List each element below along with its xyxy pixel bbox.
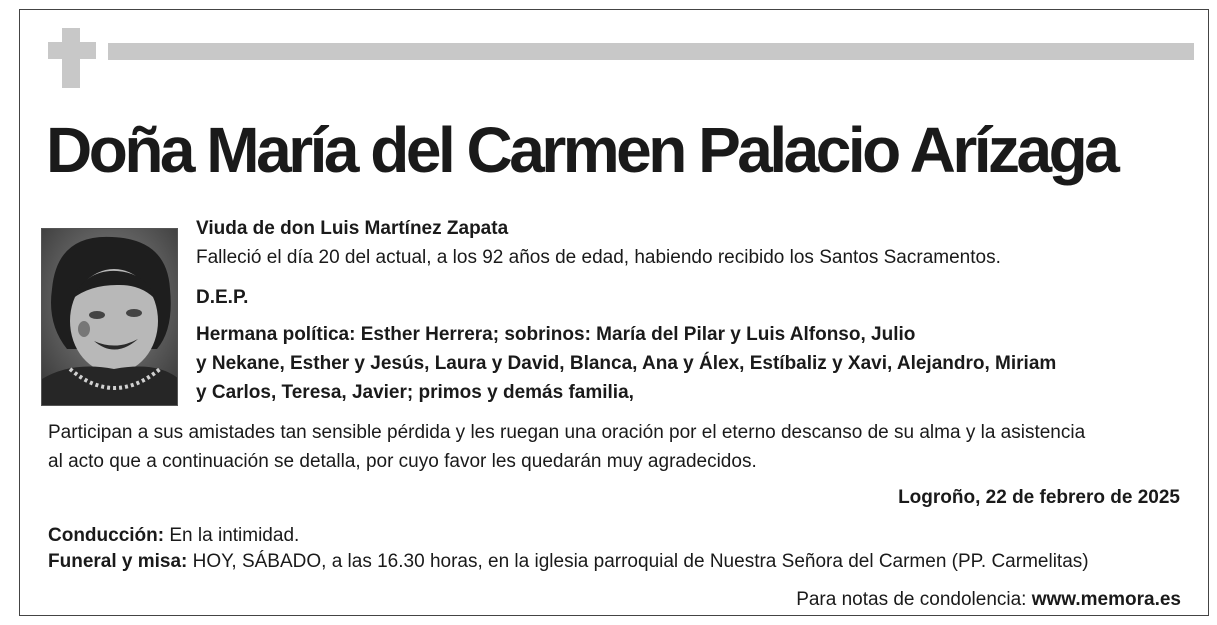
condolence-label: Para notas de condolencia: (796, 589, 1032, 610)
funeral-label: Funeral y misa: (48, 551, 188, 572)
death-line: Falleció el día 20 del actual, a los 92 años de edad, habiendo recibido los Santos Sacramentos. (196, 247, 1001, 268)
widow-line: Viuda de don Luis Martínez Zapata (196, 218, 509, 239)
funeral-value: HOY, SÁBADO, a las 16.30 horas, en la iglesia parroquial de Nuestra Señora del Carmen (PP. Carmelitas) (187, 551, 1089, 572)
conduccion-line (48, 522, 299, 550)
family-line: y Carlos, Teresa, Javier; primos y demás familia, (196, 382, 634, 403)
conduccion-value: En la intimidad. (164, 525, 300, 546)
family-line: y Nekane, Esther y Jesús, Laura y David, Blanca, Ana y Álex, Estíbaliz y Xavi, Alejandro, Miriam (196, 353, 1057, 374)
invitation-line: Participan a sus amistades tan sensible pérdida y les ruegan una oración por el eterno descanso de su alma y la asistencia (48, 422, 1086, 443)
place-date: Logroño, 22 de febrero de 2025 (898, 487, 1180, 508)
condolence-line (796, 586, 1181, 614)
family-block (196, 320, 1056, 407)
invitation-block (48, 418, 1085, 476)
header-rule (108, 43, 1194, 60)
invitation-line: al acto que a continuación se detalla, por cuyo favor les quedarán muy agradecidos. (48, 451, 757, 472)
conduccion-label: Conducción: (48, 525, 165, 546)
condolence-link[interactable]: www.memora.es (1031, 589, 1181, 610)
deceased-photo (41, 228, 178, 406)
funeral-line (48, 548, 1089, 576)
deceased-name: Doña María del Carmen Palacio Arízaga (46, 114, 1117, 186)
family-line: Hermana política: Esther Herrera; sobrinos: María del Pilar y Luis Alfonso, Julio (196, 324, 916, 345)
dep-line: D.E.P. (196, 287, 249, 308)
